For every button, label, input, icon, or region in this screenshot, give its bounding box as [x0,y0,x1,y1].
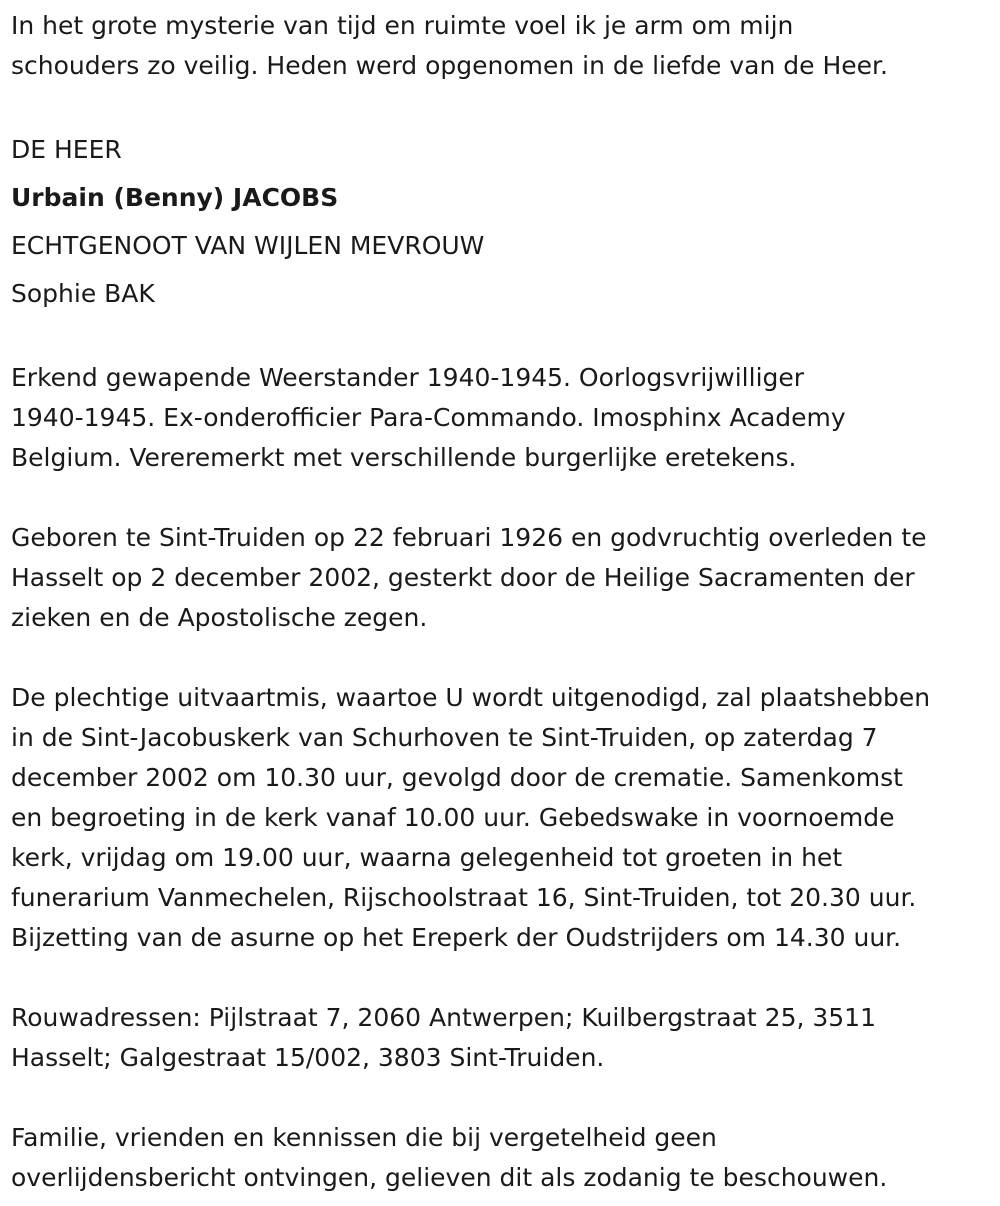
ceremony-line: in de Sint-Jacobuskerk van Schurhoven te Sint-Truiden, op zaterdag 7 [11,723,878,752]
addresses-line: Hasselt; Galgestraat 15/002, 3803 Sint-Truiden. [11,1043,605,1072]
addresses-line: Rouwadressen: Pijlstraat 7, 2060 Antwerpen; Kuilbergstraat 25, 3511 [11,1003,876,1032]
birth-death-line: Hasselt op 2 december 2002, gesterkt door de Heilige Sacramenten der [11,563,915,592]
honors-paragraph [11,358,1000,478]
ceremony-line: kerk, vrijdag om 19.00 uur, waarna gelegenheid tot groeten in het [11,843,843,872]
intro-paragraph [11,6,1000,86]
deceased-title: DE HEER [11,135,122,164]
deceased-block [11,126,1000,318]
closing-line: Familie, vrienden en kennissen die bij vergetelheid geen [11,1123,717,1152]
ceremony-line: De plechtige uitvaartmis, waartoe U wordt uitgenodigd, zal plaatshebben [11,683,931,712]
honors-line: Erkend gewapende Weerstander 1940-1945. Oorlogsvrijwilliger [11,363,805,392]
ceremony-paragraph [11,678,1000,958]
birth-death-paragraph [11,518,1000,638]
closing-paragraph [11,1118,1000,1198]
addresses-paragraph [11,998,1000,1078]
closing-line: overlijdensbericht ontvingen, gelieven dit als zodanig te beschouwen. [11,1163,888,1192]
deceased-name: Urbain (Benny) JACOBS [11,183,339,212]
ceremony-line: en begroeting in de kerk vanaf 10.00 uur. Gebedswake in voornoemde [11,803,895,832]
honors-line: 1940-1945. Ex-onderofficier Para-Commando. Imosphinx Academy [11,403,846,432]
ceremony-line: Bijzetting van de asurne op het Ereperk der Oudstrijders om 14.30 uur. [11,923,902,952]
intro-line: schouders zo veilig. Heden werd opgenomen in de liefde van de Heer. [11,51,888,80]
ceremony-line: december 2002 om 10.30 uur, gevolgd door de crematie. Samenkomst [11,763,903,792]
ceremony-line: funerarium Vanmechelen, Rijschoolstraat 16, Sint-Truiden, tot 20.30 uur. [11,883,917,912]
honors-line: Belgium. Vereremerkt met verschillende burgerlijke eretekens. [11,443,797,472]
deceased-relation: ECHTGENOOT VAN WIJLEN MEVROUW [11,231,485,260]
spouse-name: Sophie BAK [11,279,155,308]
birth-death-line: Geboren te Sint-Truiden op 22 februari 1926 en godvruchtig overleden te [11,523,927,552]
intro-line: In het grote mysterie van tijd en ruimte voel ik je arm om mijn [11,11,794,40]
birth-death-line: zieken en de Apostolische zegen. [11,603,428,632]
